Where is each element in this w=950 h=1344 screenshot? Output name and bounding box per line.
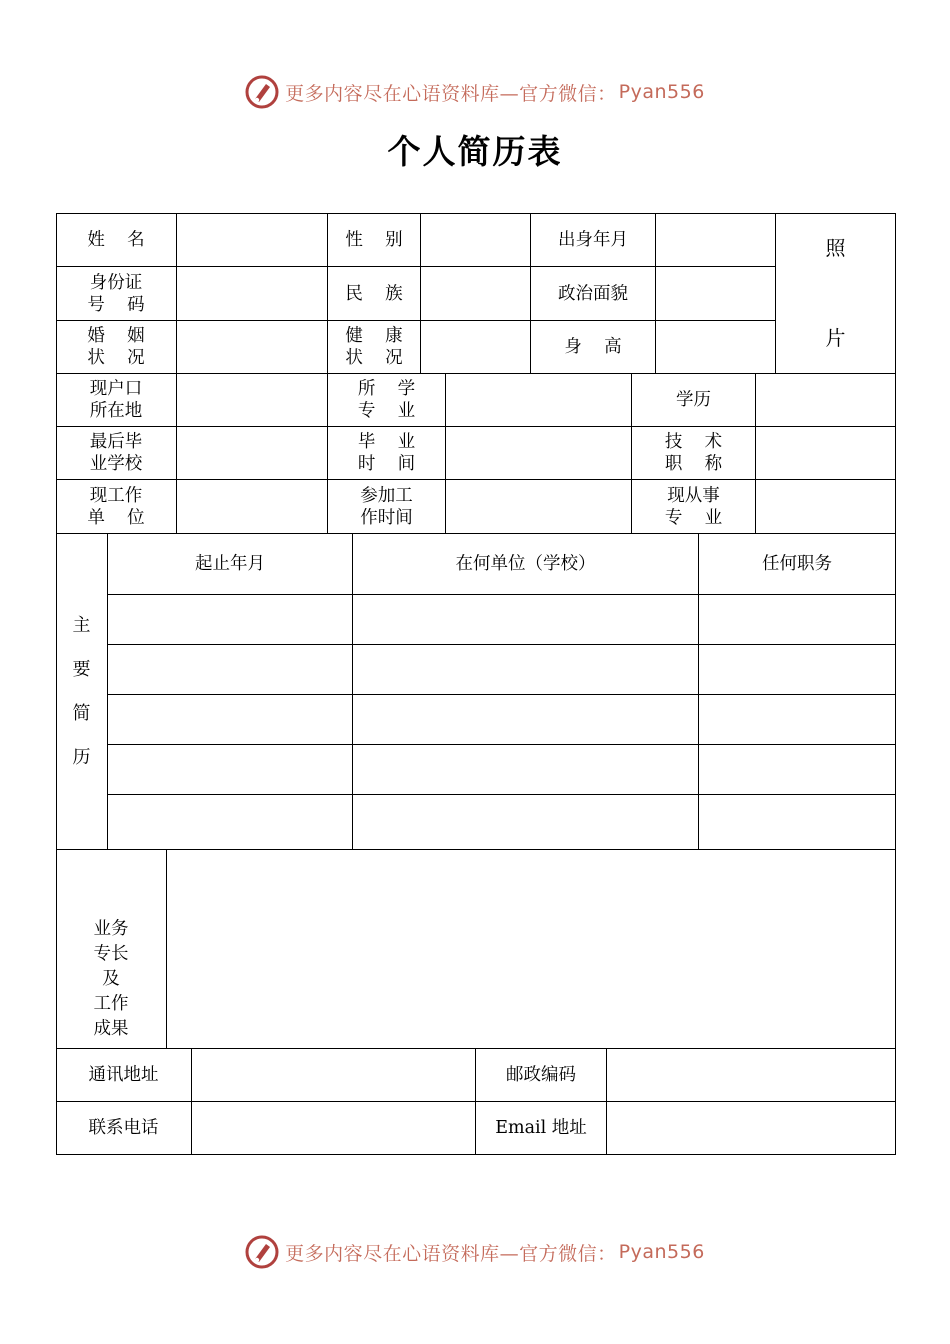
history-cell[interactable] bbox=[699, 745, 895, 794]
birth-label: 出身年月 bbox=[558, 229, 628, 250]
email-field[interactable] bbox=[607, 1102, 895, 1154]
email-label: Email 地址 bbox=[495, 1118, 587, 1138]
history-cell[interactable] bbox=[353, 645, 698, 694]
history-cell[interactable] bbox=[699, 695, 895, 744]
phone-label: 联系电话 bbox=[88, 1118, 159, 1138]
history-cell[interactable] bbox=[108, 695, 352, 744]
id-number-label: 身份证 号 码 bbox=[87, 272, 145, 315]
history-section-label: 主 要 简 历 bbox=[72, 614, 91, 768]
history-cell[interactable] bbox=[699, 645, 895, 694]
ethnicity-field[interactable] bbox=[421, 267, 530, 320]
name-field[interactable] bbox=[177, 213, 327, 266]
resume-form bbox=[56, 213, 896, 1155]
profession-label: 现从事 专 业 bbox=[664, 485, 723, 528]
history-cell[interactable] bbox=[353, 795, 698, 849]
history-cell[interactable] bbox=[353, 695, 698, 744]
pen-logo-icon bbox=[245, 75, 279, 109]
watermark-banner-bottom bbox=[0, 1232, 950, 1272]
work-start-label: 参加工 作时间 bbox=[360, 485, 413, 528]
history-cell[interactable] bbox=[699, 795, 895, 849]
expertise-field[interactable] bbox=[167, 850, 895, 1048]
history-cell[interactable] bbox=[108, 645, 352, 694]
page-title: 个人简历表 bbox=[387, 132, 563, 171]
history-cell[interactable] bbox=[699, 595, 895, 644]
postcode-field[interactable] bbox=[607, 1049, 895, 1101]
school-label: 最后毕 业学校 bbox=[89, 432, 143, 474]
address-field[interactable] bbox=[192, 1049, 475, 1101]
school-field[interactable] bbox=[177, 427, 327, 479]
major-field[interactable] bbox=[446, 374, 631, 426]
history-cell[interactable] bbox=[353, 595, 698, 644]
expertise-label: 业务 专长 及 工作 成果 bbox=[93, 919, 129, 1039]
graduation-time-label: 毕 业 时 间 bbox=[357, 432, 416, 474]
photo-box[interactable] bbox=[776, 213, 895, 373]
political-status-field[interactable] bbox=[656, 267, 775, 320]
history-cell[interactable] bbox=[353, 745, 698, 794]
history-col-organization: 在何单位（学校） bbox=[455, 554, 596, 574]
phone-field[interactable] bbox=[192, 1102, 475, 1154]
birth-field[interactable] bbox=[656, 213, 775, 266]
tech-title-label: 技 术 职 称 bbox=[664, 432, 723, 474]
health-field[interactable] bbox=[421, 321, 530, 373]
postcode-label: 邮政编码 bbox=[506, 1065, 576, 1085]
employer-field[interactable] bbox=[177, 480, 327, 533]
photo-label-bottom: 片 bbox=[825, 326, 846, 350]
health-label: 健 康 状 况 bbox=[345, 326, 403, 368]
history-cell[interactable] bbox=[108, 745, 352, 794]
watermark-text: 更多内容尽在心语资料库—官方微信： bbox=[285, 1242, 617, 1265]
marital-status-label: 婚 姻 状 况 bbox=[87, 326, 145, 368]
watermark-wechat-id: Pyan556 bbox=[618, 81, 705, 103]
employer-label: 现工作 单 位 bbox=[87, 485, 145, 528]
watermark-text: 更多内容尽在心语资料库—官方微信： bbox=[285, 82, 617, 105]
pen-logo-icon bbox=[245, 1235, 279, 1269]
profession-field[interactable] bbox=[756, 480, 895, 533]
id-number-field[interactable] bbox=[177, 267, 327, 320]
history-col-position: 任何职务 bbox=[762, 554, 832, 574]
height-field[interactable] bbox=[656, 321, 775, 373]
history-cell[interactable] bbox=[108, 595, 352, 644]
political-status-label: 政治面貌 bbox=[558, 283, 628, 304]
photo-label-top: 照 bbox=[825, 236, 846, 260]
hukou-label: 现户口 所在地 bbox=[89, 379, 143, 421]
major-label: 所 学 专 业 bbox=[357, 379, 416, 421]
hukou-field[interactable] bbox=[177, 374, 327, 426]
gender-label: 性 别 bbox=[345, 229, 403, 250]
address-label: 通讯地址 bbox=[88, 1065, 159, 1085]
name-label: 姓 名 bbox=[87, 229, 145, 250]
ethnicity-label: 民 族 bbox=[345, 283, 403, 304]
history-cell[interactable] bbox=[108, 795, 352, 849]
height-label: 身 高 bbox=[564, 337, 622, 357]
gender-field[interactable] bbox=[421, 213, 530, 266]
watermark-wechat-id: Pyan556 bbox=[618, 1241, 705, 1263]
tech-title-field[interactable] bbox=[756, 427, 895, 479]
graduation-time-field[interactable] bbox=[446, 427, 631, 479]
education-label: 学历 bbox=[676, 390, 711, 410]
education-field[interactable] bbox=[756, 374, 895, 426]
history-col-period: 起止年月 bbox=[195, 554, 265, 574]
work-start-field[interactable] bbox=[446, 480, 631, 533]
marital-status-field[interactable] bbox=[177, 321, 327, 373]
watermark-banner-top bbox=[0, 72, 950, 112]
